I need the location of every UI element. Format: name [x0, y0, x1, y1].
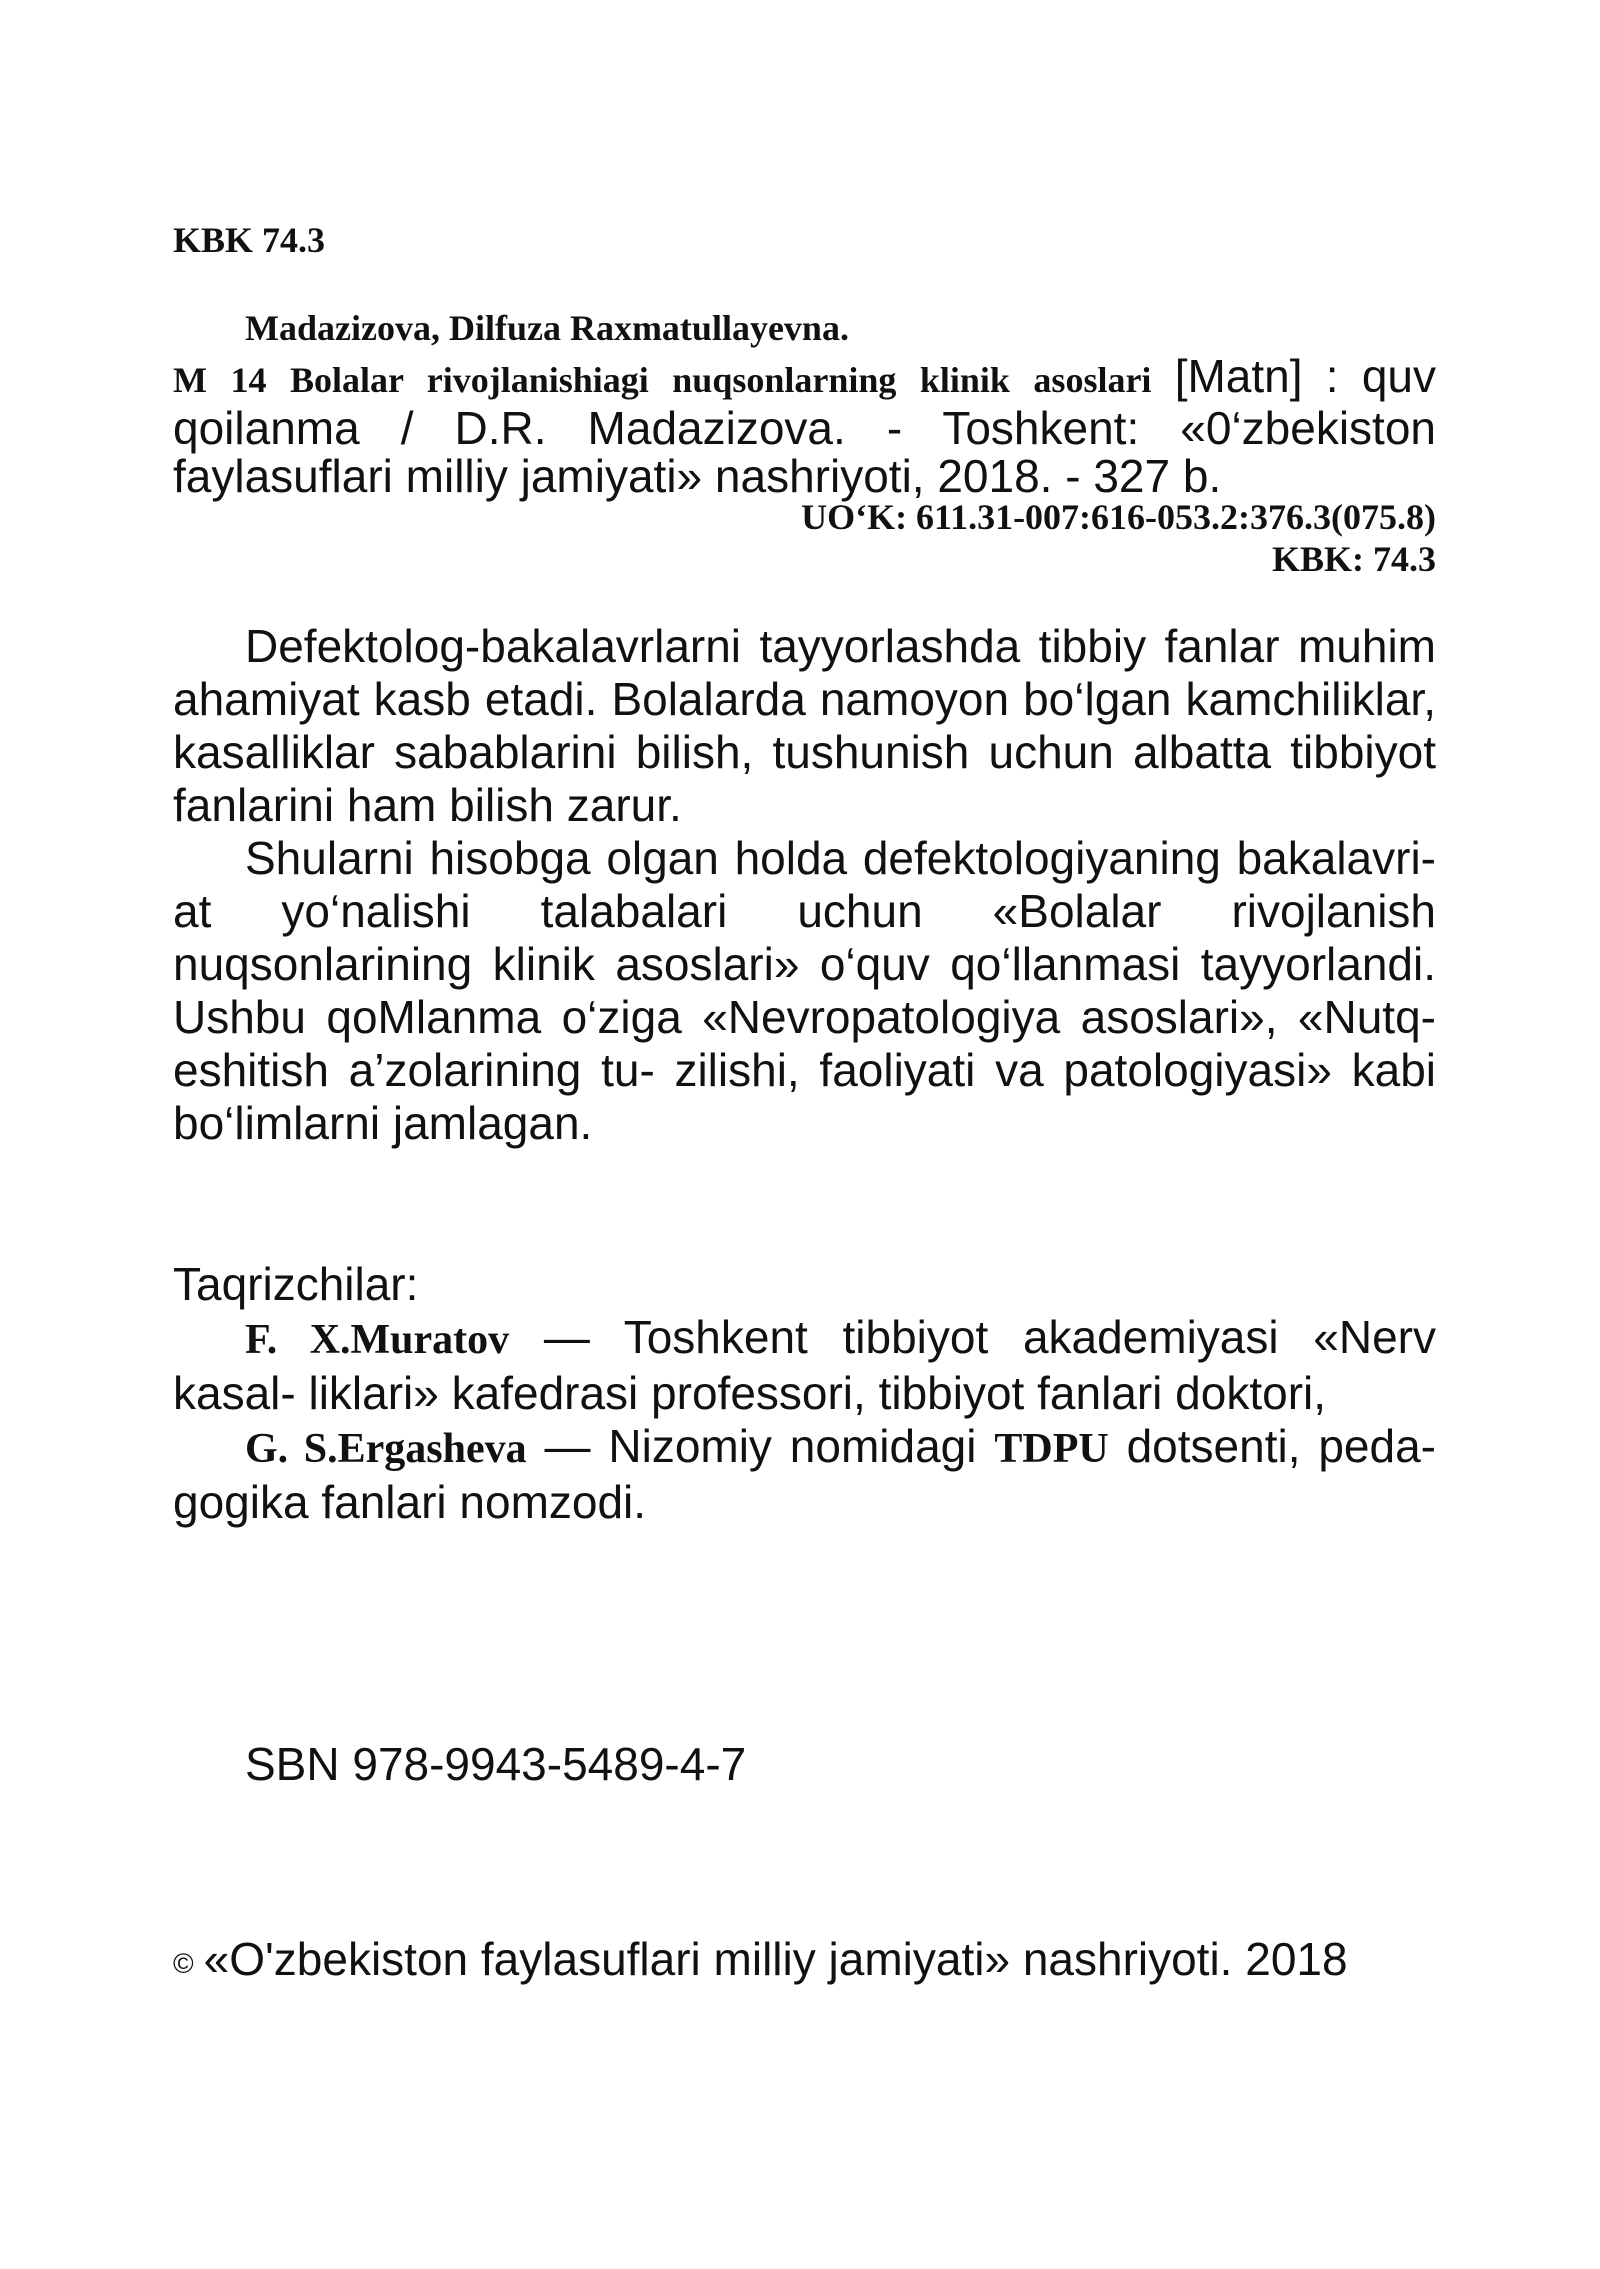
abstract-paragraph: Shularni hisobga olgan holda defektologiyaning bakalavri- at yo‘nalishi talabalari uchun «Bolalar rivojlanish nuqsonlarining klinik asoslari» o‘quv qo‘llanmasi tayyorlandi. Ushbu qoMlanma o‘ziga «Nevropatologiya asoslari», «Nutq-eshitish a’zolarining tu- zilishi, faoliyati va patologiyasi» kabi bo‘limlarni jamlagan.	[173, 832, 1436, 1149]
reviewer-name: G. S.Ergasheva	[245, 1426, 527, 1472]
reviewer-name: F. X.Muratov	[245, 1317, 510, 1363]
reviewer-description: — Nizomiy nomidagi	[526, 1420, 995, 1472]
reviewers-heading: Taqrizchilar:	[173, 1258, 419, 1310]
author-name: Madazizova, Dilfuza Raxmatullayevna.	[245, 308, 849, 348]
copyright-line	[173, 1933, 1436, 1990]
reviewer-description-end: dotsenti, peda- gogika fanlari nomzodi.	[173, 1420, 1436, 1528]
kbk-code-right: KBK: 74.3	[1271, 539, 1436, 579]
abstract-paragraph: Defektolog-bakalavrlarni tayyorlashda tibbiy fanlar muhim ahamiyat kasb etadi. Bolalarda namoyon bo‘lgan kamchiliklar, kasalliklar sabablarini bilish, tushunish uchun albatta tibbiyot fanlarini ham bilish zarur.	[173, 620, 1436, 831]
isbn: SBN 978-9943-5489-4-7	[245, 1738, 747, 1790]
reviewer-entry	[173, 1420, 1436, 1529]
abstract	[173, 620, 1436, 1150]
bibliographic-details: [Matn] : quv qoilanma / D.R. Madazizova. - Toshkent: «0‘zbekiston faylasuflari milliy jamiyati» nashriyoti, 2018. - 327 b.	[173, 350, 1436, 502]
copyright-text: «O'zbekiston faylasuflari milliy jamiyati» nashriyoti. 2018	[203, 1933, 1348, 1985]
kbk-code-top: KBK 74.3	[173, 220, 326, 260]
book-title: M 14 Bolalar rivojlanishiagi nuqsonlarning klinik asoslari	[173, 360, 1152, 400]
reviewer-organization: TDPU	[994, 1426, 1109, 1472]
book-imprint-page	[173, 0, 1436, 2269]
reviewers-section	[173, 1258, 1436, 1529]
udk-code: UO‘K: 611.31-007:616-053.2:376.3(075.8)	[801, 497, 1436, 537]
copyright-icon: ©	[173, 1948, 194, 1979]
bibliographic-record	[173, 352, 1436, 500]
reviewer-entry	[173, 1311, 1436, 1420]
reviewer-description: — Toshkent tibbiyot akademiyasi «Nerv kasal- liklari» kafedrasi professori, tibbiyot fanlari doktori,	[173, 1311, 1436, 1419]
